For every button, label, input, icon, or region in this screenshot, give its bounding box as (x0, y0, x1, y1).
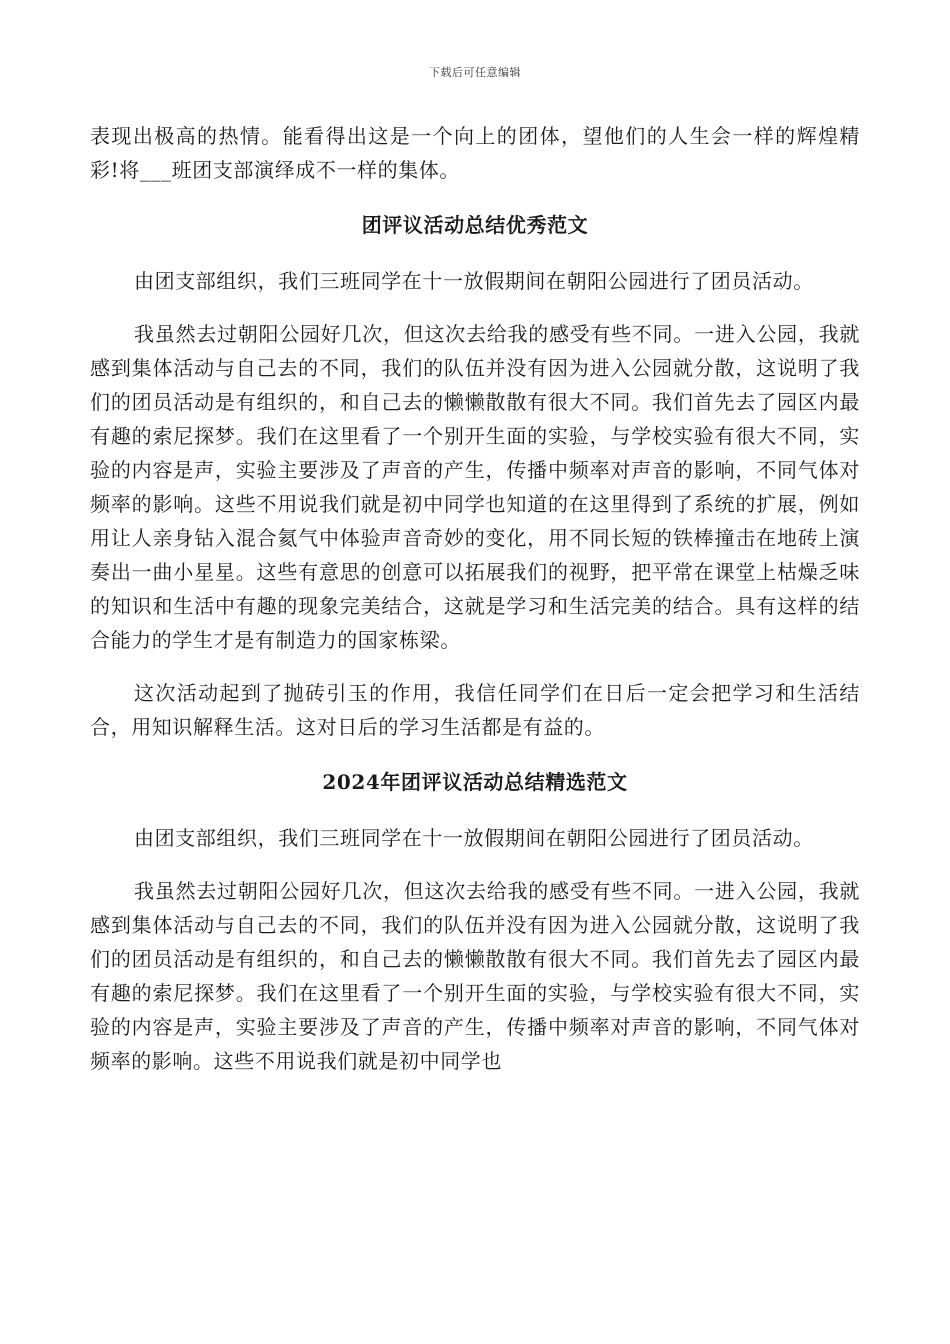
intro-paragraph: 表现出极高的热情。能看得出这是一个向上的团体，望他们的人生会一样的辉煌精彩!将___班团支部演绎成不一样的集体。 (90, 124, 860, 182)
body-paragraph: 我虽然去过朝阳公园好几次，但这次去给我的感受有些不同。一进入公园，我就感到集体活动与自己去的不同，我们的队伍并没有因为进入公园就分散，这说明了我们的团员活动是有组织的，和自己去的懒懒散散有很大不同。我们首先去了园区内最有趣的索尼探梦。我们在这里看了一个别开生面的实验，与学校实验有很大不同，实验的内容是声，实验主要涉及了声音的产生，传播中频率对声音的影响，不同气体对频率的影响。这些不用说我们就是初中同学也知道的在这里得到了系统的扩展，例如用让人亲身钻入混合氦气中体验声音奇妙的变化，用不同长短的铁棒撞击在地砖上演奏出一曲小星星。这些有意思的创意可以拓展我们的视野，把平常在课堂上枯燥乏味的知识和生活中有趣的现象完美结合，这就是学习和生活完美的结合。具有这样的结合能力的学生才是有制造力的国家栋梁。 (90, 322, 860, 652)
document-body (90, 119, 860, 1078)
body-paragraph: 这次活动起到了抛砖引玉的作用，我信任同学们在日后一定会把学习和生活结合，用知识解释生活。这对日后的学习生活都是有益的。 (90, 681, 860, 739)
body-paragraph: 由团支部组织，我们三班同学在十一放假期间在朝阳公园进行了团员活动。 (134, 826, 814, 850)
page-header: 下载后可任意编辑 (429, 66, 521, 79)
section-title: 团评议活动总结优秀范文 (361, 213, 589, 237)
body-paragraph: 我虽然去过朝阳公园好几次，但这次去给我的感受有些不同。一进入公园，我就感到集体活动与自己去的不同，我们的队伍并没有因为进入公园就分散，这说明了我们的团员活动是有组织的，和自己去的懒懒散散有很大不同。我们首先去了园区内最有趣的索尼探梦。我们在这里看了一个别开生面的实验，与学校实验有很大不同，实验的内容是声，实验主要涉及了声音的产生，传播中频率对声音的影响，不同气体对频率的影响。这些不用说我们就是初中同学也 (90, 879, 860, 1073)
body-paragraph: 由团支部组织，我们三班同学在十一放假期间在朝阳公园进行了团员活动。 (134, 269, 814, 293)
section-title: 2024年团评议活动总结精选范文 (322, 770, 628, 794)
